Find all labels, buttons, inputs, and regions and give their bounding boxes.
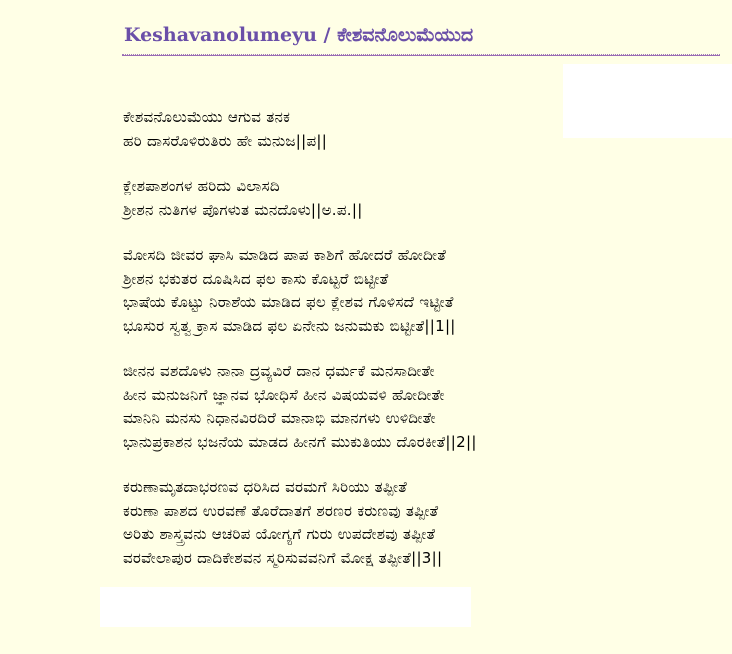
stanza-1	[123, 244, 477, 338]
lyric-line: ಮೋಸದಿ ಜೀವರ ಘಾಸಿ ಮಾಡಿದ ಪಾಪ ಕಾಶಿಗೆ ಹೋದರೆ ಹೋದೀತೆ	[123, 246, 447, 264]
lyric-line: ಅರಿತು ಶಾಸ್ತ್ರವನು ಆಚರಿಪ ಯೋಗ್ಯಗೆ ಗುರು ಉಪದೇಶವು ತಪ್ಪೀತೆ	[123, 525, 436, 543]
lyric-line: ಮಾನಿನಿ ಮನಸು ನಿಧಾನವಿರದಿರೆ ಮಾನಾಭಿ ಮಾನಗಳು ಉಳಿದೀತೇ	[123, 409, 436, 427]
lyric-line: ಹರಿ ದಾಸರೊಳಿರುತಿರು ಹೇ ಮನುಜ||ಪ||	[123, 131, 328, 150]
lyric-line: ಜೀನನ ವಶದೊಳು ನಾನಾ ದ್ರವ್ಯವಿರೆ ದಾನ ಧರ್ಮಕೆ ಮನಸಾದೀತೇ	[123, 362, 435, 380]
lyrics-body	[123, 106, 477, 592]
blank-panel	[100, 587, 471, 627]
blank-panel	[563, 64, 732, 138]
stanza-2	[123, 360, 477, 454]
lyric-line: ಕರುಣಾಮೃತದಾಭರಣವ ಧರಿಸಿದ ವರಮಗೆ ಸಿರಿಯು ತಪ್ಪೀತೆ	[123, 478, 408, 496]
lyric-line: ಶ್ರೀಶನ ನುತಿಗಳ ಪೊಗಳುತ ಮನದೊಳು||ಅ.ಪ.||	[123, 200, 363, 219]
lyric-line: ವರವೇಲಾಪುರ ದಾದಿಕೇಶವನ ಸ್ಮರಿಸುವವನಿಗೆ ಮೋಕ್ಷ ತಪ್ಪೀತೆ||3||	[123, 548, 443, 567]
stanza-refrain	[123, 106, 477, 153]
lyric-line: ಕ್ಲೇಶಪಾಶಂಗಳ ಹರಿದು ವಿಲಾಸದಿ	[123, 177, 280, 195]
lyric-line: ಭಾಷೆಯ ಕೊಟ್ಟು ನಿರಾಶೆಯ ಮಾಡಿದ ಫಲ ಕ್ಲೇಶವ ಗೊಳಿಸದೆ ಇಟ್ಟೀತೆ	[123, 293, 454, 311]
stanza-anupallavi	[123, 175, 477, 222]
lyric-line: ಭೂಸುರ ಸ್ವತ್ವ ಕ್ರಾಸ ಮಾಡಿದ ಫಲ ಏನೇನು ಜನುಮಕು ಬಿಟ್ಟೀತೆ||1||	[123, 316, 456, 335]
lyric-line: ಕೇಶವನೊಲುಮೆಯು ಆಗುವ ತನಕ	[123, 108, 291, 126]
lyric-line: ಶ್ರೀಶನ ಭಕುತರ ದೂಷಿಸಿದ ಫಲ ಕಾಸು ಕೊಟ್ಟರೆ ಬಿಟ್ಟೀತೆ	[123, 269, 389, 288]
lyric-line: ಭಾನುಪ್ರಕಾಶನ ಭಜನೆಯ ಮಾಡದ ಹೀನಗೆ ಮುಕುತಿಯು ದೊರಕೀತೆ||2||	[123, 432, 477, 451]
title-divider	[122, 54, 720, 56]
lyric-line: ಹೀನ ಮನುಜನಿಗೆ ಜ್ಞಾನವ ಭೋಧಿಸೆ ಹೀನ ವಿಷಯವಳಿ ಹೋದೀತೇ	[123, 385, 445, 404]
page-title: Keshavanolumeyu / ಕೇಶವನೊಲುಮೆಯುದ	[124, 24, 474, 46]
lyric-line: ಕರುಣಾ ಪಾಶದ ಉರವಣೆ ತೊರೆದಾತಗೆ ಶರಣರ ಕರುಣವು ತಪ್ಪೀತೆ	[123, 501, 439, 520]
stanza-3	[123, 476, 477, 570]
